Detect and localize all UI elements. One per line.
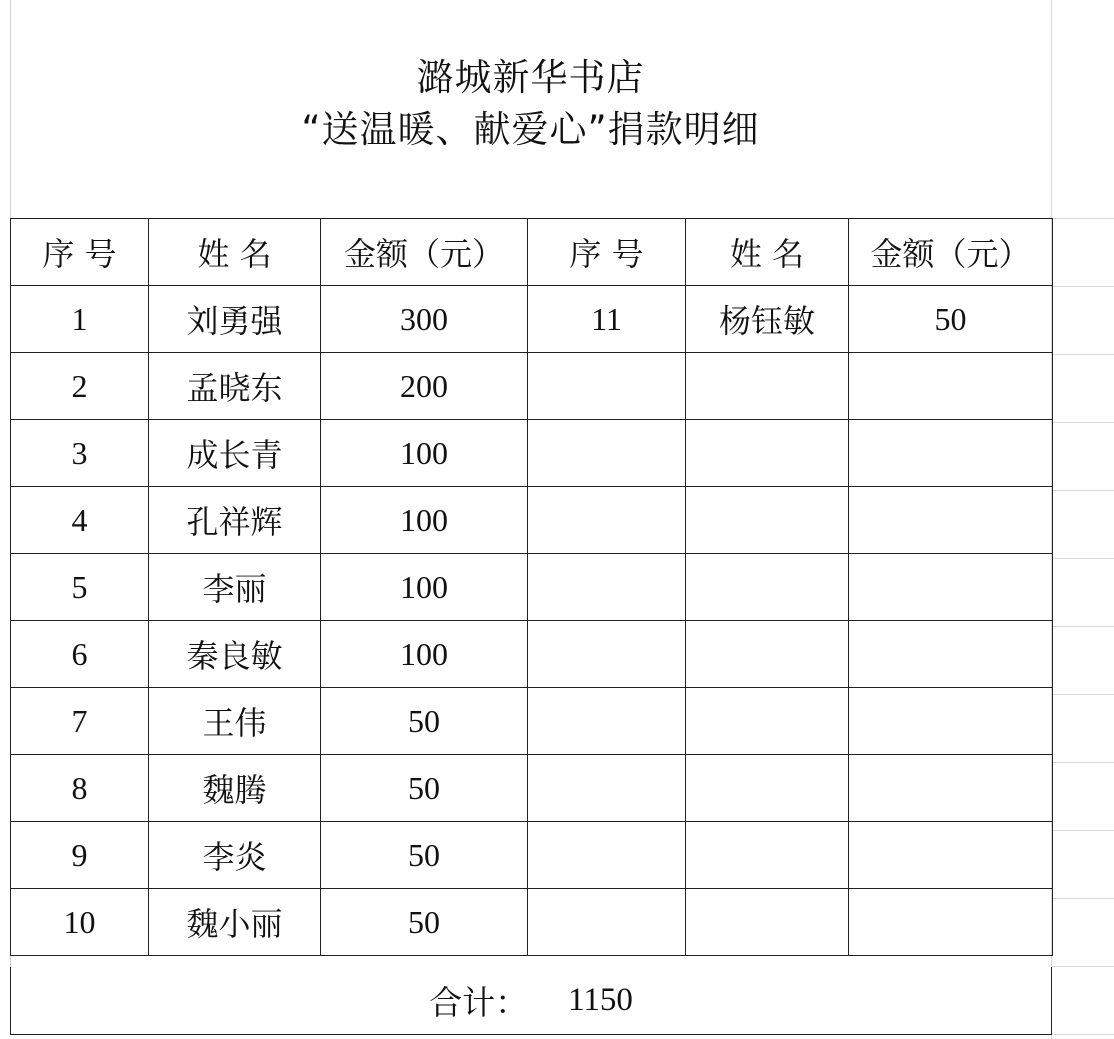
cell-amount-2 <box>849 822 1053 889</box>
cell-serial: 5 <box>11 554 149 621</box>
grid-line <box>1052 1034 1114 1035</box>
cell-serial: 4 <box>11 487 149 554</box>
cell-amount-2 <box>849 487 1053 554</box>
cell-name: 孟晓东 <box>149 353 321 420</box>
header-serial-2: 序 号 <box>528 219 686 286</box>
table-row <box>11 822 1053 889</box>
total-row <box>10 967 1052 1035</box>
cell-amount: 100 <box>321 487 528 554</box>
document-title <box>10 52 1051 156</box>
cell-serial: 1 <box>11 286 149 353</box>
cell-amount-2 <box>849 353 1053 420</box>
cell-name-2 <box>686 420 849 487</box>
cell-serial: 7 <box>11 688 149 755</box>
cell-serial: 2 <box>11 353 149 420</box>
cell-serial-2 <box>528 822 686 889</box>
cell-serial-2 <box>528 420 686 487</box>
grid-line <box>1052 694 1114 695</box>
table-row <box>11 554 1053 621</box>
cell-name: 魏腾 <box>149 755 321 822</box>
cell-name-2 <box>686 353 849 420</box>
grid-line <box>1052 490 1114 491</box>
cell-amount: 200 <box>321 353 528 420</box>
cell-name-2 <box>686 755 849 822</box>
cell-amount: 300 <box>321 286 528 353</box>
cell-serial-2 <box>528 554 686 621</box>
cell-serial: 9 <box>11 822 149 889</box>
cell-amount: 100 <box>321 621 528 688</box>
cell-serial: 3 <box>11 420 149 487</box>
header-name: 姓 名 <box>149 219 321 286</box>
table-row <box>11 889 1053 956</box>
total-label: 合计： <box>429 983 529 1022</box>
cell-amount: 50 <box>321 822 528 889</box>
grid-line <box>1052 762 1114 763</box>
cell-amount-2 <box>849 889 1053 956</box>
grid-line <box>1052 218 1114 219</box>
cell-serial: 10 <box>11 889 149 956</box>
cell-amount: 50 <box>321 755 528 822</box>
cell-name-2 <box>686 487 849 554</box>
cell-serial: 8 <box>11 755 149 822</box>
cell-name-2 <box>686 621 849 688</box>
cell-name: 刘勇强 <box>149 286 321 353</box>
table-row <box>11 688 1053 755</box>
cell-name: 秦良敏 <box>149 621 321 688</box>
grid-line <box>1052 830 1114 831</box>
cell-amount: 100 <box>321 420 528 487</box>
cell-serial: 6 <box>11 621 149 688</box>
total-value: 1150 <box>568 982 633 1018</box>
cell-name: 王伟 <box>149 688 321 755</box>
cell-name: 李炎 <box>149 822 321 889</box>
cell-amount-2: 50 <box>849 286 1053 353</box>
grid-line <box>1052 422 1114 423</box>
cell-serial-2 <box>528 755 686 822</box>
cell-serial-2 <box>528 621 686 688</box>
cell-name: 成长青 <box>149 420 321 487</box>
title-donation-heading: “送温暖、献爱心”捐款明细 <box>301 108 760 151</box>
header-amount: 金额（元） <box>321 219 528 286</box>
grid-line <box>1052 626 1114 627</box>
cell-amount-2 <box>849 688 1053 755</box>
cell-amount-2 <box>849 755 1053 822</box>
cell-name-2 <box>686 822 849 889</box>
grid-line <box>1052 966 1114 967</box>
cell-name: 魏小丽 <box>149 889 321 956</box>
cell-serial-2 <box>528 353 686 420</box>
grid-line <box>1052 898 1114 899</box>
header-name-2: 姓 名 <box>686 219 849 286</box>
cell-serial-2: 11 <box>528 286 686 353</box>
cell-amount: 100 <box>321 554 528 621</box>
cell-amount-2 <box>849 621 1053 688</box>
cell-serial-2 <box>528 688 686 755</box>
header-serial: 序 号 <box>11 219 149 286</box>
cell-amount-2 <box>849 554 1053 621</box>
table-header-row <box>11 219 1053 286</box>
header-amount-2: 金额（元） <box>849 219 1053 286</box>
table-row <box>11 353 1053 420</box>
table-row <box>11 755 1053 822</box>
grid-line <box>1052 286 1114 287</box>
cell-amount: 50 <box>321 688 528 755</box>
cell-name: 孔祥辉 <box>149 487 321 554</box>
grid-line <box>1052 354 1114 355</box>
cell-name-2 <box>686 554 849 621</box>
cell-amount-2 <box>849 420 1053 487</box>
table-row <box>11 621 1053 688</box>
cell-amount: 50 <box>321 889 528 956</box>
cell-serial-2 <box>528 487 686 554</box>
cell-name-2 <box>686 889 849 956</box>
table-row <box>11 286 1053 353</box>
cell-name-2: 杨钰敏 <box>686 286 849 353</box>
cell-serial-2 <box>528 889 686 956</box>
donation-table <box>10 218 1053 956</box>
title-store-name: 潞城新华书店 <box>416 56 645 99</box>
grid-line <box>1052 558 1114 559</box>
table-row <box>11 487 1053 554</box>
table-row <box>11 420 1053 487</box>
cell-name-2 <box>686 688 849 755</box>
cell-name: 李丽 <box>149 554 321 621</box>
